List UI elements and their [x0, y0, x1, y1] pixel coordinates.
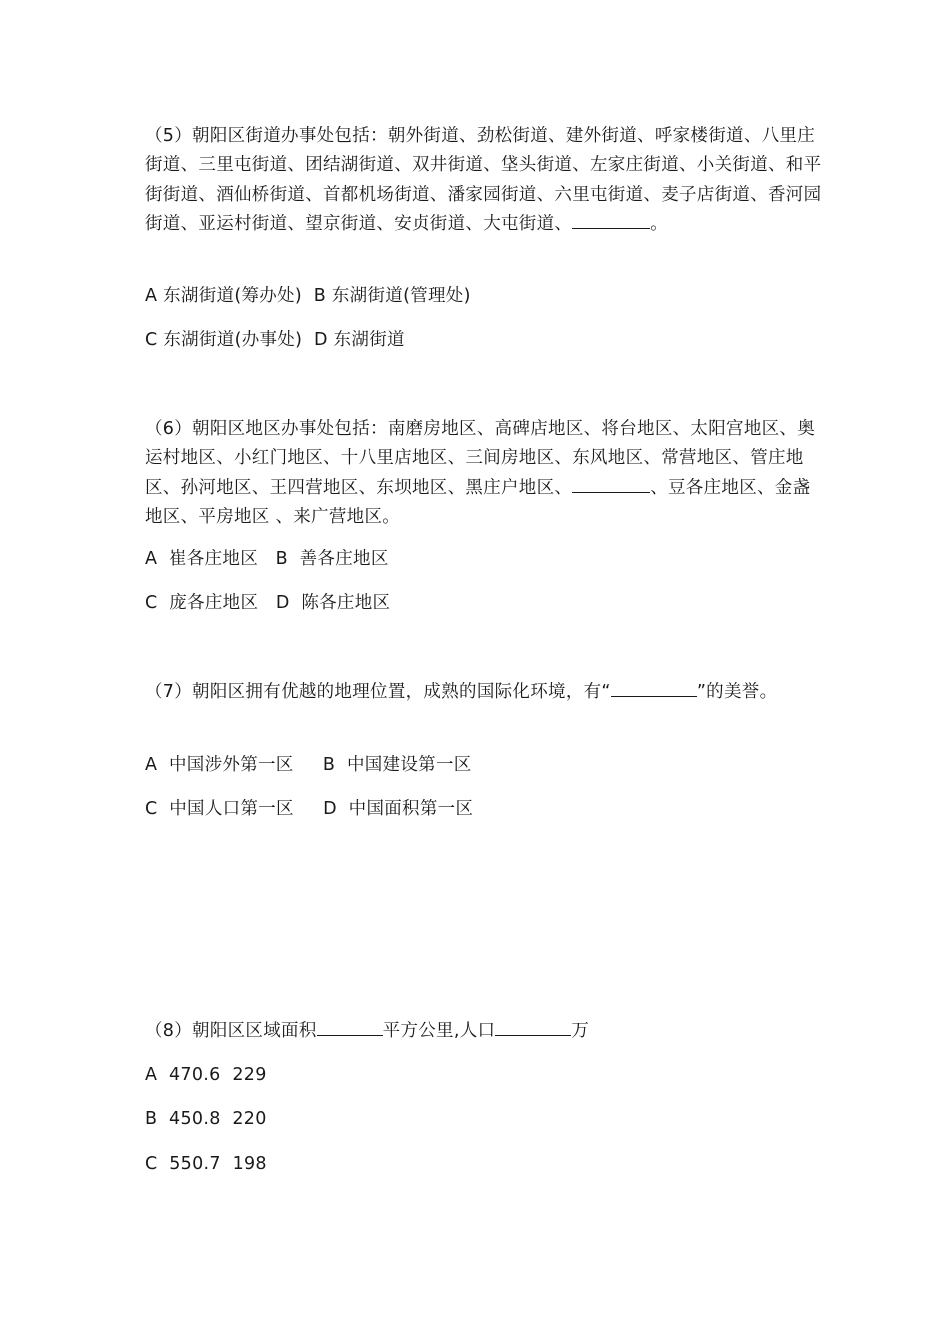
question-8-option-c: C 550.7 198 [145, 1154, 267, 1174]
question-7-text-before: （7）朝阳区拥有优越的地理位置，成熟的国际化环境，有“ [145, 682, 611, 702]
question-7-text-after: ”的美誉。 [696, 682, 778, 702]
question-6-blank [572, 474, 650, 493]
question-5-options-row-1: A 东湖街道(筹办处) B 东湖街道(管理处) [145, 286, 471, 306]
question-8-blank-population [495, 1017, 571, 1036]
question-6-options-row-2: C 庞各庄地区 D 陈各庄地区 [145, 593, 391, 613]
question-5-text-after: 。 [650, 214, 669, 235]
question-8-text-part-2: 平方公里,人口 [382, 1021, 496, 1041]
question-6-stem [145, 415, 825, 533]
question-6-options-row-1: A 崔各庄地区 B 善各庄地区 [145, 549, 389, 569]
question-5-stem [145, 122, 825, 240]
question-5-blank [572, 210, 650, 229]
question-8-text-part-3: 万 [571, 1021, 590, 1041]
question-8-blank-area [317, 1017, 383, 1036]
question-7-options-row-1: A 中国涉外第一区 B 中国建设第一区 [145, 755, 472, 775]
question-7-stem [145, 678, 825, 707]
question-8-option-a: A 470.6 229 [145, 1065, 267, 1085]
question-7-blank [611, 678, 697, 697]
question-8-stem [145, 1017, 825, 1046]
question-7-options-row-2: C 中国人口第一区 D 中国面积第一区 [145, 799, 474, 819]
question-8-option-b: B 450.8 220 [145, 1109, 267, 1129]
question-6-text-before: （6）朝阳区地区办事处包括：南磨房地区、高碑店地区、将台地区、太阳宫地区、奥运村地区、小红门地区、十八里店地区、三间房地区、东风地区、常营地区、管庄地区、孙河地区、王四营地区、东坝地区、黑庄户地区、 [145, 419, 816, 498]
question-5-text-before: （5）朝阳区街道办事处包括：朝外街道、劲松街道、建外街道、呼家楼街道、八里庄街道、三里屯街道、团结湖街道、双井街道、垡头街道、左家庄街道、小关街道、和平街街道、酒仙桥街道、首都机场街道、潘家园街道、六里屯街道、麦子店街道、香河园街道、亚运村街道、望京街道、安贞街道、大屯街道、 [145, 126, 822, 235]
question-8-text-part-1: （8）朝阳区区域面积 [145, 1021, 317, 1041]
question-5-options-row-2: C 东湖街道(办事处) D 东湖街道 [145, 330, 405, 350]
question-6-text-after: 、豆各庄地区、金盏地区、平房地区 、来广营地区。 [145, 477, 811, 528]
